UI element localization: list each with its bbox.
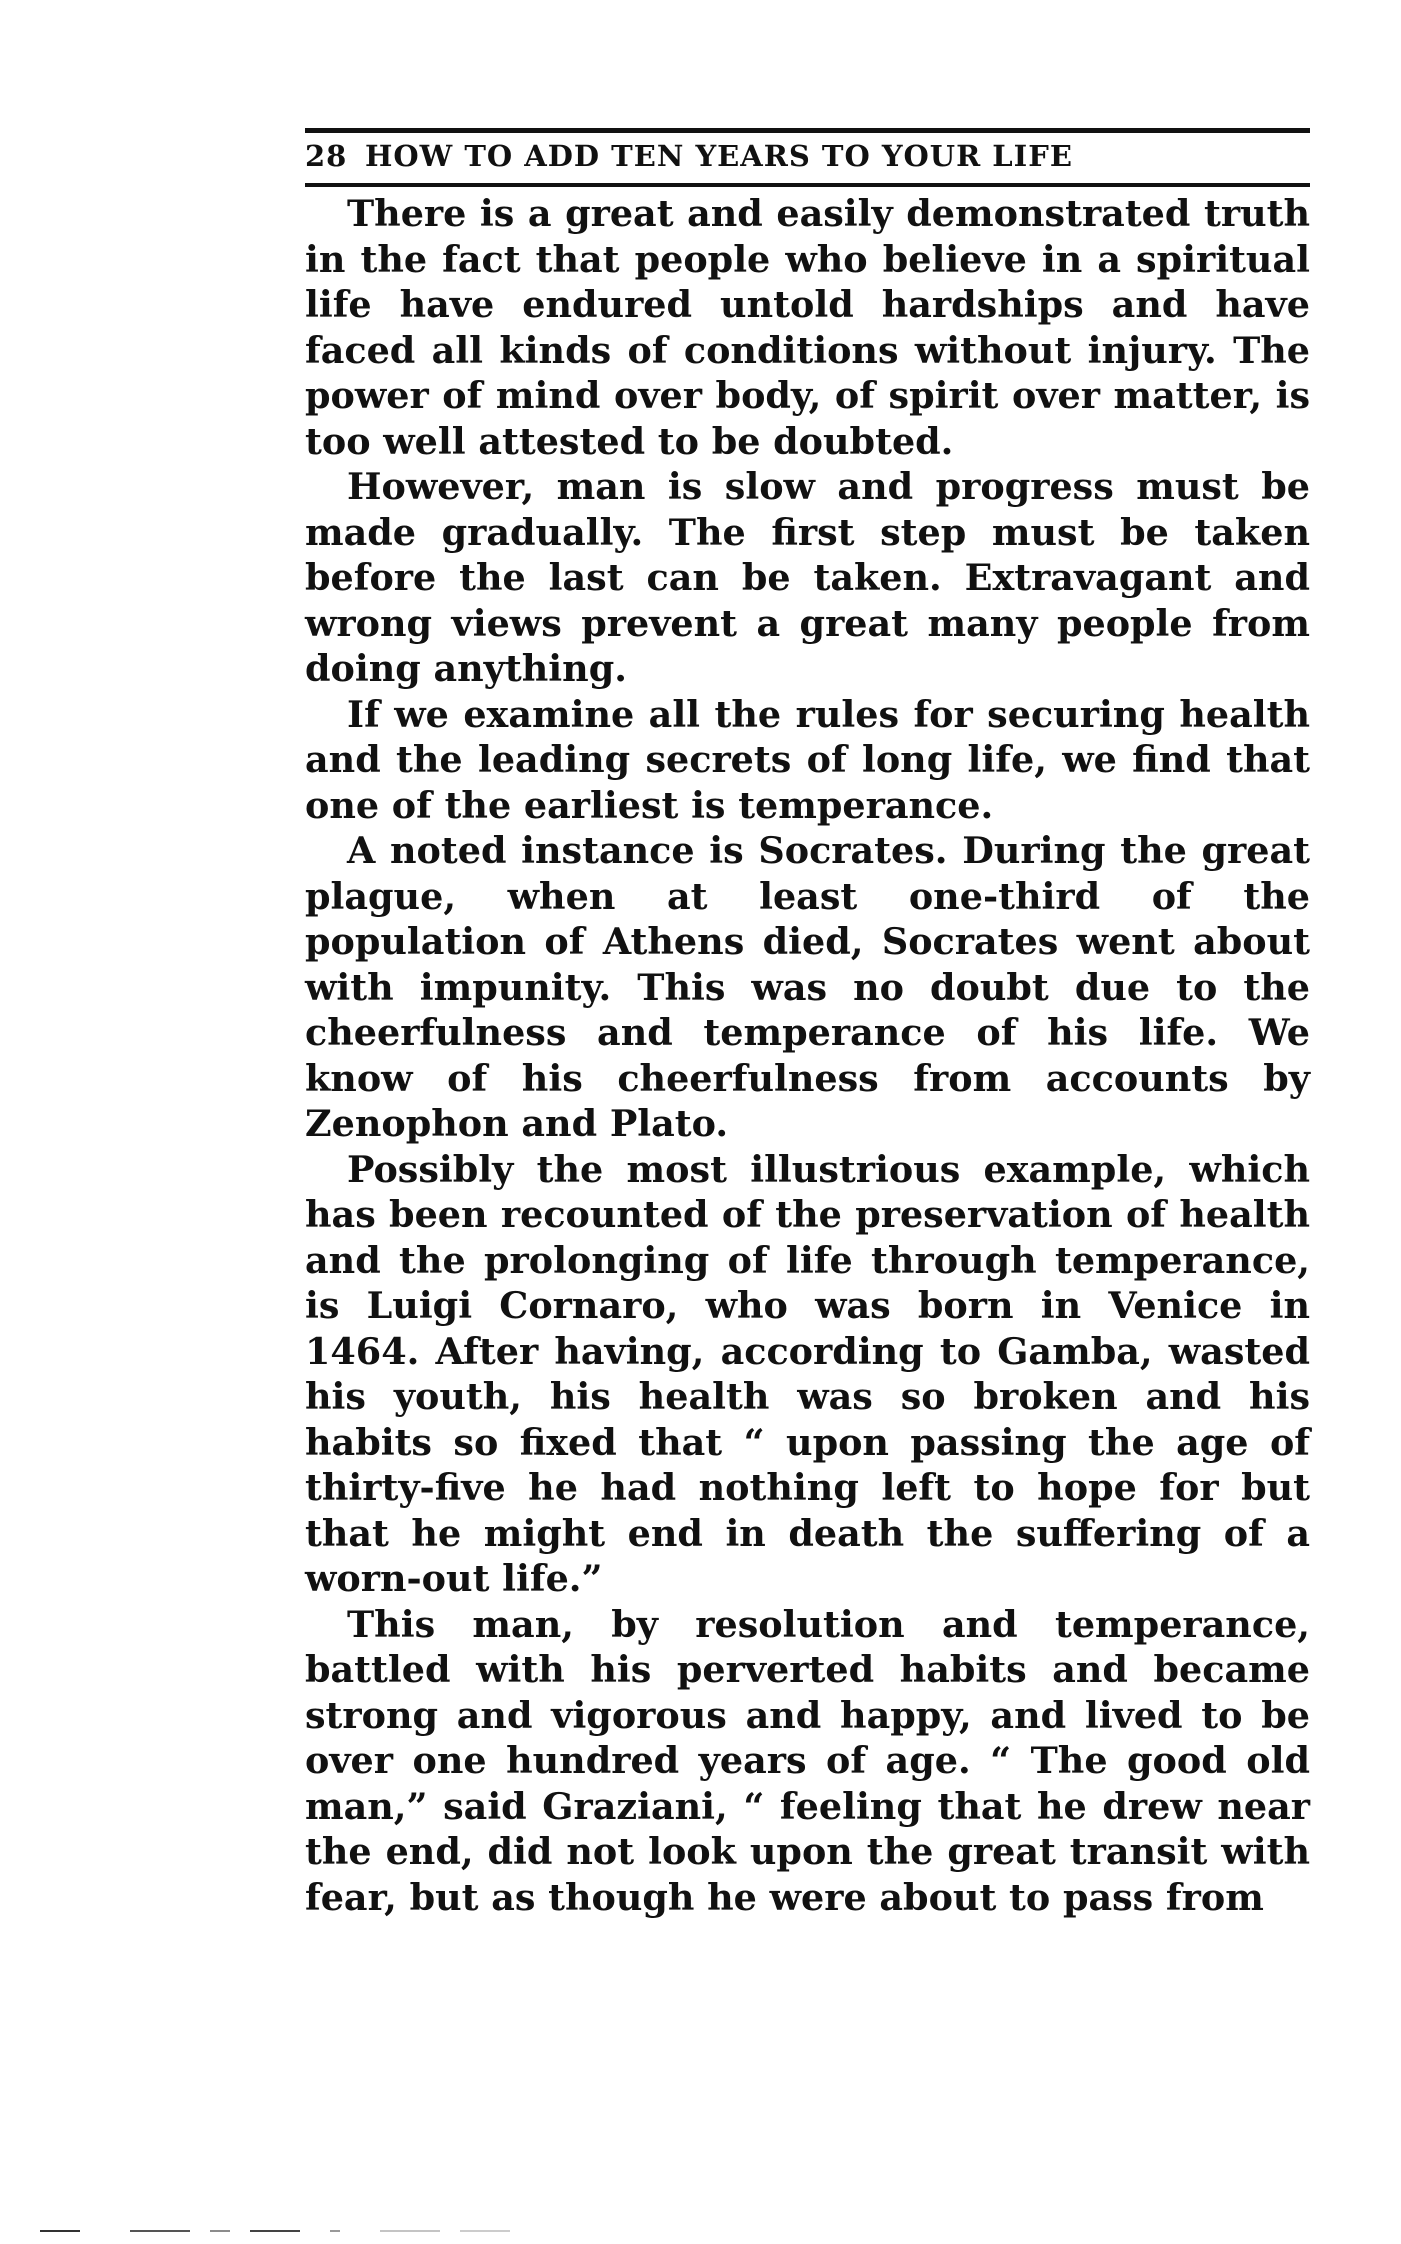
paragraph: There is a great and easily demonstrated truth in the fact that people who believe in a spiritual life have endured untold hardships and have faced all kinds of conditions without injury. The power of mind over body, of spirit over matter, is too well attested to be doubted. bbox=[305, 192, 1310, 463]
book-page bbox=[305, 128, 1310, 1920]
scan-specks bbox=[40, 2228, 520, 2234]
running-head bbox=[305, 133, 1310, 183]
paragraph: However, man is slow and progress must be made gradually. The first step must be taken before the last can be taken. Extravagant and wrong views prevent a great many people from doing anything. bbox=[305, 465, 1310, 690]
running-head-title: HOW TO ADD TEN YEARS TO YOUR LIFE bbox=[365, 139, 1073, 173]
paragraph: Possibly the most illustrious example, which has been recounted of the preservation of health and the prolonging of life through temperance, is Luigi Cornaro, who was born in Venice in 1464. After having, according to Gamba, wasted his youth, his health was so broken and his habits so fixed that “ upon passing the age of thirty-five he had nothing left to hope for but that he might end in death the suffering of a worn-out life.” bbox=[305, 1147, 1310, 1600]
header-rule-bottom bbox=[305, 183, 1310, 187]
paragraph: This man, by resolution and temperance, battled with his perverted habits and became strong and vigorous and happy, and lived to be over one hundred years of age. “ The good old man,” said Graziani, “ feeling that he drew near the end, did not look upon the great transit with fear, but as though he were about to pass from bbox=[305, 1602, 1310, 1919]
page-number: 28 bbox=[305, 139, 348, 173]
paragraph: A noted instance is Socrates. During the great plague, when at least one-third of the population of Athens died, Socrates went about with impunity. This was no doubt due to the cheerfulness and temperance of his life. We know of his cheerfulness from accounts by Zenophon and Plato. bbox=[305, 829, 1310, 1145]
body-text bbox=[305, 191, 1310, 1920]
paragraph: If we examine all the rules for securing health and the leading secrets of long life, we find that one of the earliest is temperance. bbox=[305, 692, 1310, 827]
